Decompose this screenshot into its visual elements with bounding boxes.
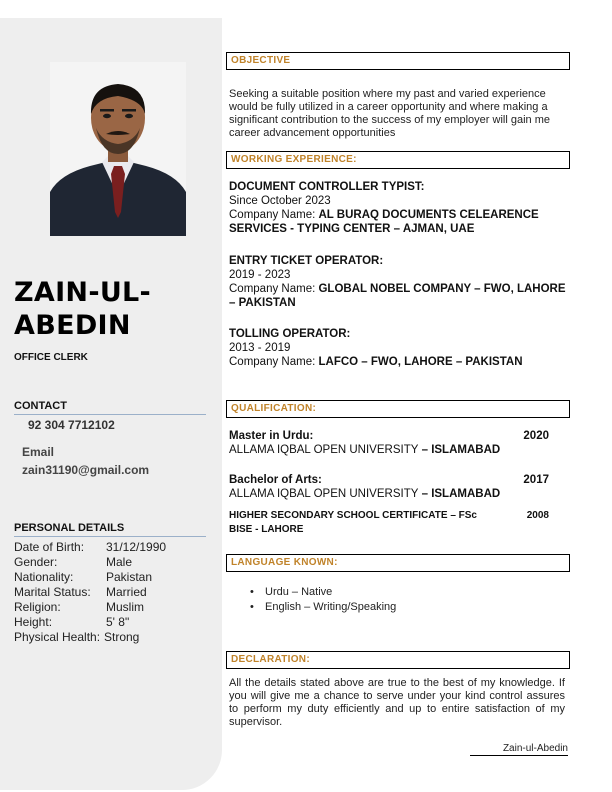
- detail-row: [14, 630, 166, 645]
- language-item: • English – Writing/Speaking: [250, 600, 396, 615]
- job-period: Since October 2023: [229, 195, 331, 207]
- job-title: ENTRY TICKET OPERATOR:: [229, 255, 384, 267]
- job-company: [229, 208, 569, 236]
- company-name: GLOBAL NOBEL COMPANY – FWO, LAHORE – PAKISTAN: [229, 283, 566, 309]
- detail-value: Pakistan: [106, 570, 153, 584]
- job-period: 2013 - 2019: [229, 342, 291, 354]
- detail-value: 31/12/1990: [106, 540, 167, 554]
- detail-key: Gender:: [14, 555, 58, 569]
- qualification-heading: QUALIFICATION:: [226, 400, 570, 418]
- detail-key: Physical Health:: [14, 630, 101, 644]
- personal-details-heading: PERSONAL DETAILS: [14, 522, 206, 537]
- detail-key: Marital Status:: [14, 585, 91, 599]
- profile-photo: [50, 62, 186, 236]
- company-label: Company Name:: [229, 356, 319, 368]
- experience-heading: WORKING EXPERIENCE:: [226, 151, 570, 169]
- detail-row: [14, 540, 166, 555]
- language-item: • Urdu – Native: [250, 585, 396, 600]
- institute-city: ISLAMABAD: [431, 488, 501, 500]
- qualification-entry: Bachelor of Arts: 2017 ALLAMA IQBAL OPEN UNIVERSITY – ISLAMABAD: [229, 473, 569, 501]
- detail-key: Date of Birth:: [14, 540, 85, 554]
- degree-year: 2020: [523, 430, 549, 442]
- objective-text: Seeking a suitable position where my past and varied experience would be fully utilized in a career opportunity and where making a significant contribution to the success of my employer will gain me career advancement opportunities: [229, 88, 550, 139]
- email-address[interactable]: zain31190@gmail.com: [22, 463, 150, 477]
- job-entry: [229, 180, 569, 236]
- institute-name: BISE - LAHORE: [229, 524, 304, 535]
- job-entry: [229, 327, 569, 369]
- contact-heading: CONTACT: [14, 400, 206, 415]
- institute-name: ALLAMA IQBAL OPEN UNIVERSITY: [229, 444, 419, 456]
- detail-key: Nationality:: [14, 570, 74, 584]
- personal-details-list: [14, 540, 166, 645]
- detail-key: Religion:: [14, 600, 61, 614]
- job-title: TOLLING OPERATOR:: [229, 328, 351, 340]
- detail-row: [14, 570, 166, 585]
- detail-value: Strong: [104, 630, 140, 644]
- detail-value: 5' 8": [106, 615, 130, 629]
- company-label: Company Name:: [229, 209, 319, 221]
- job-entry: [229, 254, 569, 310]
- name-line-2: ABEDIN: [14, 310, 131, 341]
- detail-row: [14, 615, 166, 630]
- detail-value: Married: [106, 585, 147, 599]
- detail-row: [14, 555, 166, 570]
- degree-year: 2017: [523, 474, 549, 486]
- declaration-text: All the details stated above are true to the best of my knowledge. If you will give me a chance to serve under your kind control assures to perform my duty efficiently and up to entire satisfaction of my supervisor.: [229, 677, 565, 728]
- detail-value: Male: [106, 555, 133, 569]
- degree-year: 2008: [526, 510, 549, 521]
- company-name: LAFCO – FWO, LAHORE – PAKISTAN: [318, 356, 523, 368]
- job-title: DOCUMENT CONTROLLER TYPIST:: [229, 181, 425, 193]
- declaration-heading: DECLARATION:: [226, 651, 570, 669]
- qualification-entry: [229, 509, 569, 537]
- degree-name: Bachelor of Arts:: [229, 474, 322, 486]
- signature: Zain-ul-Abedin: [470, 743, 568, 756]
- degree-name: Master in Urdu:: [229, 430, 314, 442]
- objective-heading: OBJECTIVE: [226, 52, 570, 70]
- job-period: 2019 - 2023: [229, 269, 291, 281]
- company-name: AL BURAQ DOCUMENTS CELEARENCE SERVICES - TYPING CENTER – AJMAN, UAE: [229, 209, 539, 235]
- detail-value: Muslim: [106, 600, 144, 614]
- language-heading: LANGUAGE KNOWN:: [226, 554, 570, 572]
- job-company: [229, 282, 569, 310]
- job-role: OFFICE CLERK: [14, 352, 88, 363]
- candidate-name: [14, 276, 214, 342]
- institute-city: ISLAMABAD: [431, 444, 501, 456]
- detail-row: [14, 600, 166, 615]
- phone-number: 92 304 7712102: [28, 418, 115, 432]
- detail-row: [14, 585, 166, 600]
- job-company: [229, 355, 569, 369]
- institute-name: ALLAMA IQBAL OPEN UNIVERSITY: [229, 488, 419, 500]
- company-label: Company Name:: [229, 283, 319, 295]
- degree-name: HIGHER SECONDARY SCHOOL CERTIFICATE – FSc: [229, 510, 477, 521]
- name-line-1: ZAIN-UL-: [14, 277, 152, 308]
- email-label: Email: [22, 445, 55, 459]
- language-list: [250, 585, 396, 615]
- qualification-entry: Master in Urdu: 2020 ALLAMA IQBAL OPEN UNIVERSITY – ISLAMABAD: [229, 429, 569, 457]
- portrait-illustration: [50, 62, 186, 236]
- detail-key: Height:: [14, 615, 53, 629]
